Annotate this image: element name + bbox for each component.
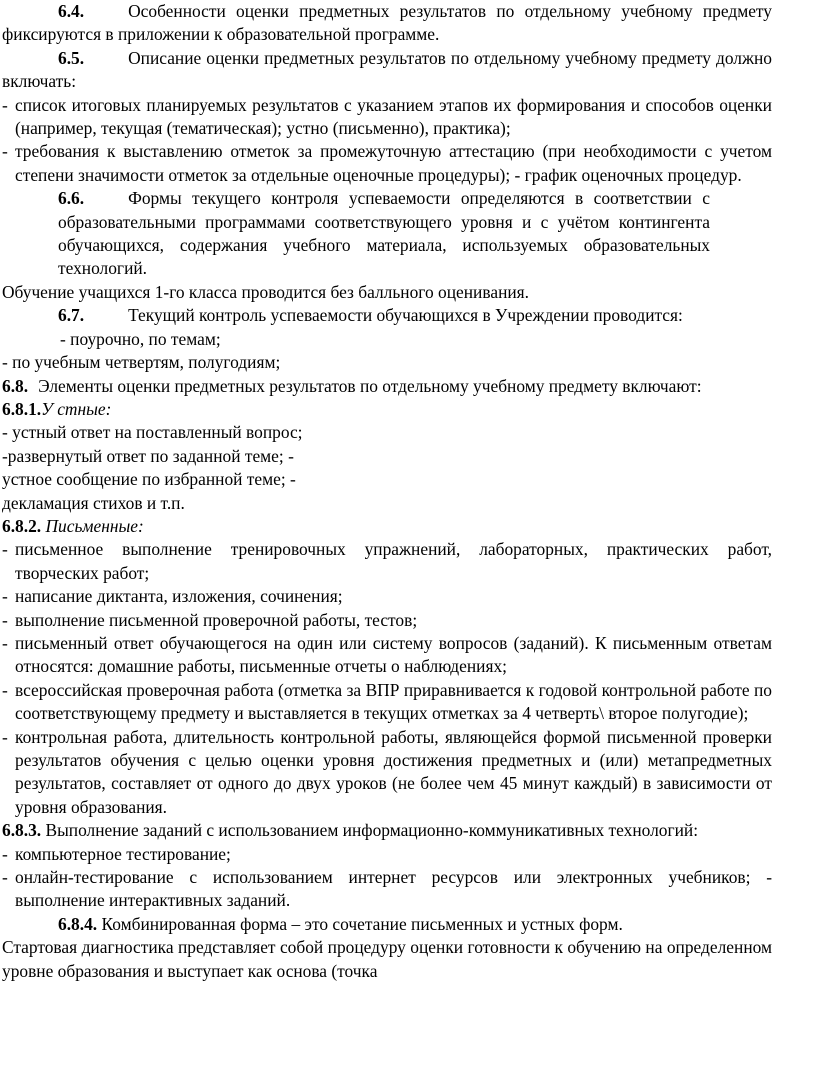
paragraph-start-diagnostics: Стартовая диагностика представляет собой процедуру оценки готовности к обучению на определенном уровне образования и выступает как основа (точка [2, 937, 772, 981]
list-item: - всероссийская проверочная работа (отметка за ВПР приравнивается к годовой контрольной работе по соответствующему предмету и выставляется в текущих отметках за 4 четверть\ второе полугодие); [2, 679, 772, 726]
paragraph-6-8 [2, 375, 772, 398]
list-item: - письменное выполнение тренировочных упражнений, лабораторных, практических работ, творческих работ; [2, 538, 772, 585]
section-number: 6.8.2. [2, 515, 42, 536]
list-item: декламация стихов и т.п. [2, 492, 185, 513]
list-item: - по учебным четвертям, полугодиям; [2, 352, 281, 373]
paragraph-6-8-4 [2, 913, 772, 936]
list-item: - устный ответ на поставленный вопрос; [2, 422, 303, 443]
section-label: У стные: [41, 398, 112, 419]
section-number: 6.4. [58, 1, 85, 21]
paragraph-text: Выполнение заданий с использованием информационно-коммуникативных технологий: [45, 820, 699, 841]
section-label: Письменные: [45, 515, 144, 536]
paragraph-6-7 [2, 304, 772, 327]
heading-6-8-1 [2, 398, 772, 421]
paragraph-grade1: Обучение учащихся 1-го класса проводится без балльного оценивания. [2, 281, 530, 302]
list-item: устное сообщение по избранной теме; - [2, 469, 296, 490]
list-item: - требования к выставлению отметок за промежуточную аттестацию (при необходимости с учетом степени значимости отметок за отдельные оценочные процедуры); - график оценочных процедур. [2, 140, 772, 187]
list-item: - контрольная работа, длительность контрольной работы, являющейся формой письменной проверки результатов обучения с целью оценки уровня достижения предметных и (или) метапредметных результатов, составляет от одного до двух уроков (не более чем 45 минут каждый) в зависимости от уровня образования. [2, 726, 772, 820]
section-number: 6.8.3. [2, 820, 42, 841]
paragraph-6-4 [2, 0, 772, 47]
list-item: - выполнение письменной проверочной работы, тестов; [2, 609, 772, 632]
section-number: 6.8. [2, 375, 29, 396]
section-number: 6.6. [58, 188, 85, 209]
list-item: - поурочно, по темам; [60, 328, 221, 349]
paragraph-text: Комбинированная форма – это сочетание письменных и устных форм. [101, 913, 623, 934]
section-number: 6.8.4. [58, 913, 98, 934]
paragraph-text: Описание оценки предметных результатов по отдельному учебному предмету должно включать: [2, 47, 772, 92]
heading-6-8-2 [2, 515, 772, 538]
paragraph-text: Особенности оценки предметных результатов по отдельному учебному предмету фиксируются в приложении к образовательной программе. [2, 1, 772, 45]
section-number: 6.7. [58, 305, 85, 326]
list-item: -развернутый ответ по заданной теме; - [2, 445, 294, 466]
list-item: - онлайн-тестирование с использованием интернет ресурсов или электронных учебников; - выполнение интерактивных заданий. [2, 866, 772, 913]
paragraph-text: Формы текущего контроля успеваемости определяются в соответствии с образовательными программами соответствующего уровня и с учётом контингента обучающихся, содержания учебного материала, используемых образовательных технологий. [58, 188, 710, 279]
paragraph-6-6 [2, 187, 772, 281]
list-item: - список итоговых планируемых результатов с указанием этапов их формирования и способов оценки (например, текущая (тематическая); устно (письменно), практика); [2, 94, 772, 141]
paragraph-text: Элементы оценки предметных результатов по отдельному учебному предмету включают: [38, 375, 702, 396]
list-item: - написание диктанта, изложения, сочинения; [2, 585, 772, 608]
paragraph-text: Текущий контроль успеваемости обучающихся в Учреждении проводится: [128, 305, 683, 326]
list-item: - письменный ответ обучающегося на один или систему вопросов (заданий). К письменным ответам относятся: домашние работы, письменные отчеты о наблюдениях; [2, 632, 772, 679]
paragraph-6-5 [2, 47, 772, 94]
section-number: 6.5. [58, 47, 85, 68]
heading-6-8-3 [2, 819, 772, 842]
section-number: 6.8.1. [2, 398, 42, 419]
list-item: - компьютерное тестирование; [2, 843, 772, 866]
